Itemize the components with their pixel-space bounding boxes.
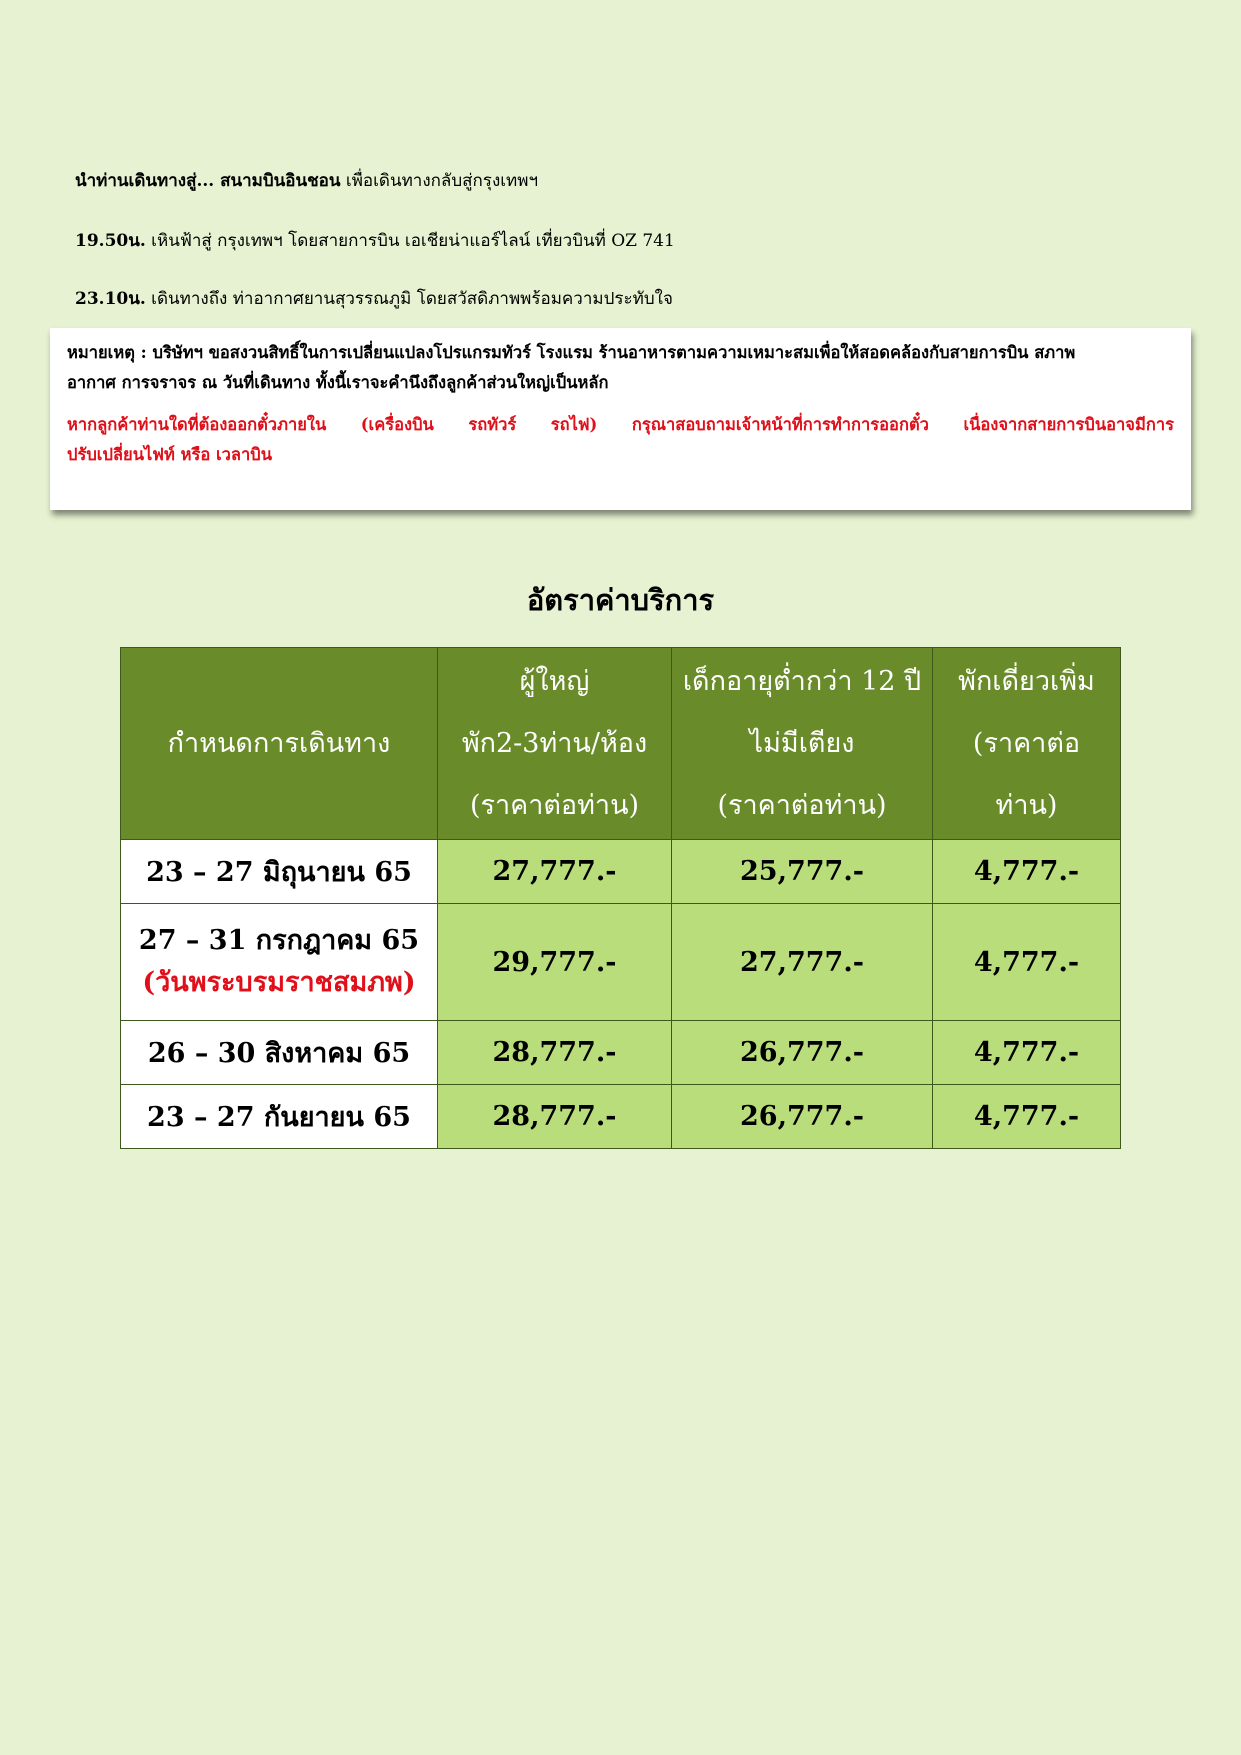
travel-date: 26 – 30 สิงหาคม 65 <box>121 1021 438 1085</box>
warning-segment: กรุณาสอบถามเจ้าหน้าที่การทำการออกตั๋ว <box>631 415 929 434</box>
warning-segment: หากลูกค้าท่านใดที่ต้องออกตั๋วภายใน <box>67 415 327 434</box>
table-row <box>121 904 1121 1021</box>
itinerary-line-1 <box>75 170 538 192</box>
header-line: ไม่มีเตียง <box>749 727 855 759</box>
travel-date: 27 – 31 กรกฎาคม 65 <box>138 925 420 956</box>
itinerary-bold: นำท่านเดินทางสู่... สนามบินอินชอน <box>75 171 341 191</box>
header-travel-period <box>121 648 438 840</box>
itinerary-text: เดินทางถึง ท่าอากาศยานสุวรรณภูมิ โดยสวัสดิภาพพร้อมความประทับใจ <box>145 289 673 309</box>
price-table <box>120 647 1121 1149</box>
remark-line-1: หมายเหตุ : บริษัทฯ ขอสงวนสิทธิ์ในการเปลี่ยนแปลงโปรแกรมทัวร์ โรงแรม ร้านอาหารตามความเหมาะสมเพื่อให้สอดคล้องกับสายการบิน สภาพ <box>67 343 1076 362</box>
adult-price: 28,777.- <box>438 1021 672 1085</box>
child-price: 27,777.- <box>672 904 933 1021</box>
itinerary-text: เพื่อเดินทางกลับสู่กรุงเทพฯ <box>340 171 539 191</box>
header-line: (ราคาต่อท่าน) <box>469 789 640 821</box>
itinerary-text: เหินฟ้าสู่ กรุงเทพฯ โดยสายการบิน เอเชียน่าแอร์ไลน์ เที่ยวบินที่ OZ 741 <box>145 231 675 251</box>
itinerary-line-3 <box>75 288 673 310</box>
table-row <box>121 1021 1121 1085</box>
travel-date-cell <box>121 904 438 1021</box>
header-adult <box>438 648 672 840</box>
header-line: กำหนดการเดินทาง <box>167 727 391 759</box>
single-supplement-price: 4,777.- <box>933 904 1121 1021</box>
warning-segment: เนื่องจากสายการบินอาจมีการ <box>963 415 1174 434</box>
warning-segment: รถทัวร์ <box>468 415 517 434</box>
header-line: (ราคาต่อท่าน) <box>717 789 887 821</box>
single-supplement-price: 4,777.- <box>933 1021 1121 1085</box>
header-line: ผู้ใหญ่ <box>519 665 590 697</box>
price-table-header <box>121 648 1121 840</box>
itinerary-line-2 <box>75 230 675 252</box>
itinerary-time: 19.50น. <box>75 231 146 251</box>
single-supplement-price: 4,777.- <box>933 840 1121 904</box>
warning-segment: รถไฟ) <box>550 415 598 434</box>
table-row <box>121 840 1121 904</box>
child-price: 26,777.- <box>672 1021 933 1085</box>
warning-segment: (เครื่องบิน <box>360 415 434 434</box>
header-line: ท่าน) <box>995 789 1058 821</box>
single-supplement-price: 4,777.- <box>933 1085 1121 1149</box>
travel-date: 23 – 27 กันยายน 65 <box>121 1085 438 1149</box>
adult-price: 27,777.- <box>438 840 672 904</box>
header-line: (ราคาต่อ <box>972 727 1081 759</box>
remark-line-2: อากาศ การจราจร ณ วันที่เดินทาง ทั้งนี้เราจะคำนึงถึงลูกค้าส่วนใหญ่เป็นหลัก <box>67 373 609 392</box>
ticket-warning-line-1 <box>67 410 1174 440</box>
child-price: 26,777.- <box>672 1085 933 1149</box>
travel-date: 23 – 27 มิถุนายน 65 <box>121 840 438 904</box>
header-child <box>672 648 933 840</box>
header-line: พัก2-3ท่าน/ห้อง <box>461 727 648 759</box>
itinerary-time: 23.10น. <box>75 289 146 309</box>
child-price: 25,777.- <box>672 840 933 904</box>
price-section-title: อัตราค่าบริการ <box>526 583 715 617</box>
ticket-warning <box>67 410 1174 470</box>
remark-box <box>50 328 1191 510</box>
table-row <box>121 1085 1121 1149</box>
adult-price: 28,777.- <box>438 1085 672 1149</box>
header-line: เด็กอายุต่ำกว่า 12 ปี <box>682 665 922 697</box>
header-single-supplement <box>933 648 1121 840</box>
header-line: พักเดี่ยวเพิ่ม <box>958 665 1095 697</box>
ticket-warning-line-2: ปรับเปลี่ยนไฟท์ หรือ เวลาบิน <box>67 445 273 464</box>
holiday-note: (วันพระบรมราชสมภพ) <box>142 967 416 998</box>
adult-price: 29,777.- <box>438 904 672 1021</box>
